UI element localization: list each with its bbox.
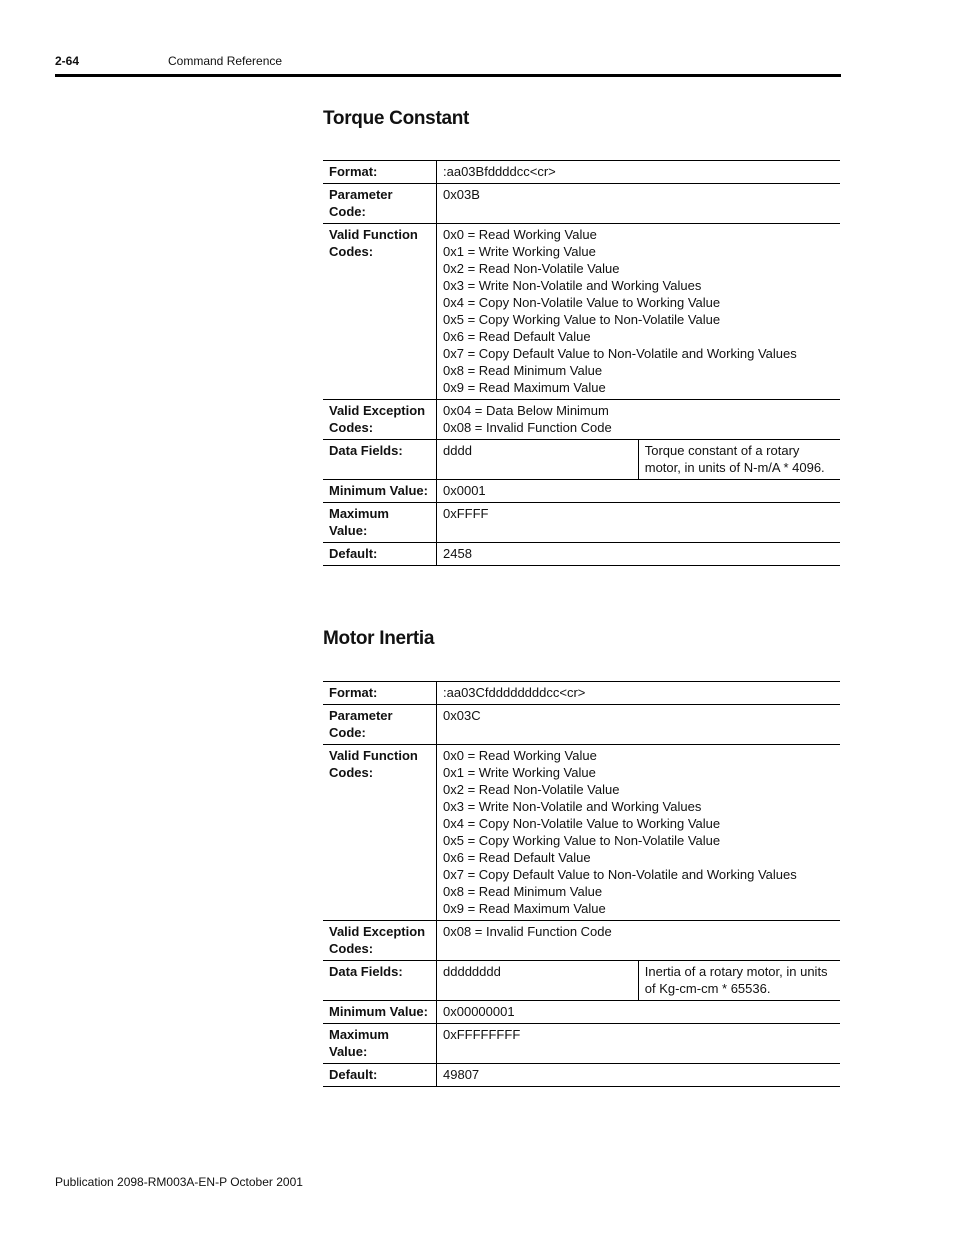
exception-codes-list — [437, 400, 841, 440]
table-row — [323, 921, 840, 961]
format-value: :aa03Bfddddcc<cr> — [437, 161, 841, 184]
format-label: Format: — [323, 161, 437, 184]
list-item: 0x1 = Write Working Value — [443, 244, 596, 259]
list-item: 0x9 = Read Maximum Value — [443, 901, 606, 916]
list-item: 0x0 = Read Working Value — [443, 748, 597, 763]
list-item: 0x6 = Read Default Value — [443, 850, 591, 865]
table-row — [323, 543, 840, 566]
data-field-value: dddd — [437, 440, 639, 480]
function-codes-list — [437, 745, 841, 921]
default-value: 49807 — [437, 1064, 841, 1087]
table-row — [323, 705, 840, 745]
list-item: 0x7 = Copy Default Value to Non-Volatile and Working Values — [443, 867, 797, 882]
list-item: 0x8 = Read Minimum Value — [443, 884, 603, 899]
chapter-title: Command Reference — [168, 54, 283, 68]
table-row — [323, 184, 840, 224]
list-item: 0x08 = Invalid Function Code — [443, 924, 612, 939]
parameter-code-label: Parameter Code: — [323, 184, 437, 224]
list-item: 0x5 = Copy Working Value to Non-Volatile Value — [443, 833, 721, 848]
page-header — [55, 52, 841, 77]
list-item: 0x3 = Write Non-Volatile and Working Values — [443, 799, 702, 814]
minimum-label: Minimum Value: — [323, 480, 437, 503]
table-row — [323, 745, 840, 921]
list-item: 0x1 = Write Working Value — [443, 765, 596, 780]
data-field-value: dddddddd — [437, 961, 639, 1001]
list-item: 0x04 = Data Below Minimum — [443, 403, 609, 418]
format-value: :aa03Cfddddddddcc<cr> — [437, 682, 841, 705]
table-row — [323, 480, 840, 503]
table-row — [323, 161, 840, 184]
default-label: Default: — [323, 543, 437, 566]
function-codes-label: Valid Function Codes: — [323, 224, 437, 400]
list-item: 0x2 = Read Non-Volatile Value — [443, 782, 620, 797]
maximum-value: 0xFFFFFFFF — [437, 1024, 841, 1064]
list-item: 0x5 = Copy Working Value to Non-Volatile Value — [443, 312, 721, 327]
list-item: 0x4 = Copy Non-Volatile Value to Working Value — [443, 295, 721, 310]
maximum-value: 0xFFFF — [437, 503, 841, 543]
list-item: 0x08 = Invalid Function Code — [443, 420, 612, 435]
section-title-motor-inertia: Motor Inertia — [323, 628, 435, 649]
list-item: 0x6 = Read Default Value — [443, 329, 591, 344]
list-item: 0x9 = Read Maximum Value — [443, 380, 606, 395]
function-codes-list — [437, 224, 841, 400]
default-label: Default: — [323, 1064, 437, 1087]
exception-codes-list — [437, 921, 841, 961]
maximum-label: Maximum Value: — [323, 1024, 437, 1064]
parameter-code-value: 0x03B — [437, 184, 841, 224]
parameter-code-value: 0x03C — [437, 705, 841, 745]
data-fields-label: Data Fields: — [323, 440, 437, 480]
format-label: Format: — [323, 682, 437, 705]
list-item: 0x8 = Read Minimum Value — [443, 363, 603, 378]
table-row — [323, 440, 840, 480]
list-item: 0x2 = Read Non-Volatile Value — [443, 261, 620, 276]
motor-inertia-table — [323, 681, 840, 1087]
table-row — [323, 1064, 840, 1087]
exception-codes-label: Valid Exception Codes: — [323, 921, 437, 961]
list-item: 0x3 = Write Non-Volatile and Working Values — [443, 278, 702, 293]
table-row — [323, 961, 840, 1001]
table-row — [323, 1001, 840, 1024]
data-field-description: Inertia of a rotary motor, in units of Kg-cm-cm * 65536. — [638, 961, 840, 1001]
minimum-value: 0x0001 — [437, 480, 841, 503]
publication-footer: Publication 2098-RM003A-EN-P October 2001 — [55, 1175, 303, 1189]
torque-constant-table — [323, 160, 840, 566]
data-field-description: Torque constant of a rotary motor, in units of N-m/A * 4096. — [638, 440, 840, 480]
minimum-label: Minimum Value: — [323, 1001, 437, 1024]
table-row — [323, 1024, 840, 1064]
page-number: 2-64 — [55, 54, 80, 68]
exception-codes-label: Valid Exception Codes: — [323, 400, 437, 440]
table-row — [323, 400, 840, 440]
table-row — [323, 682, 840, 705]
maximum-label: Maximum Value: — [323, 503, 437, 543]
default-value: 2458 — [437, 543, 841, 566]
function-codes-label: Valid Function Codes: — [323, 745, 437, 921]
table-row — [323, 224, 840, 400]
parameter-code-label: Parameter Code: — [323, 705, 437, 745]
list-item: 0x0 = Read Working Value — [443, 227, 597, 242]
section-title-torque-constant: Torque Constant — [323, 108, 470, 129]
table-row — [323, 503, 840, 543]
list-item: 0x4 = Copy Non-Volatile Value to Working Value — [443, 816, 721, 831]
minimum-value: 0x00000001 — [437, 1001, 841, 1024]
data-fields-label: Data Fields: — [323, 961, 437, 1001]
list-item: 0x7 = Copy Default Value to Non-Volatile and Working Values — [443, 346, 797, 361]
